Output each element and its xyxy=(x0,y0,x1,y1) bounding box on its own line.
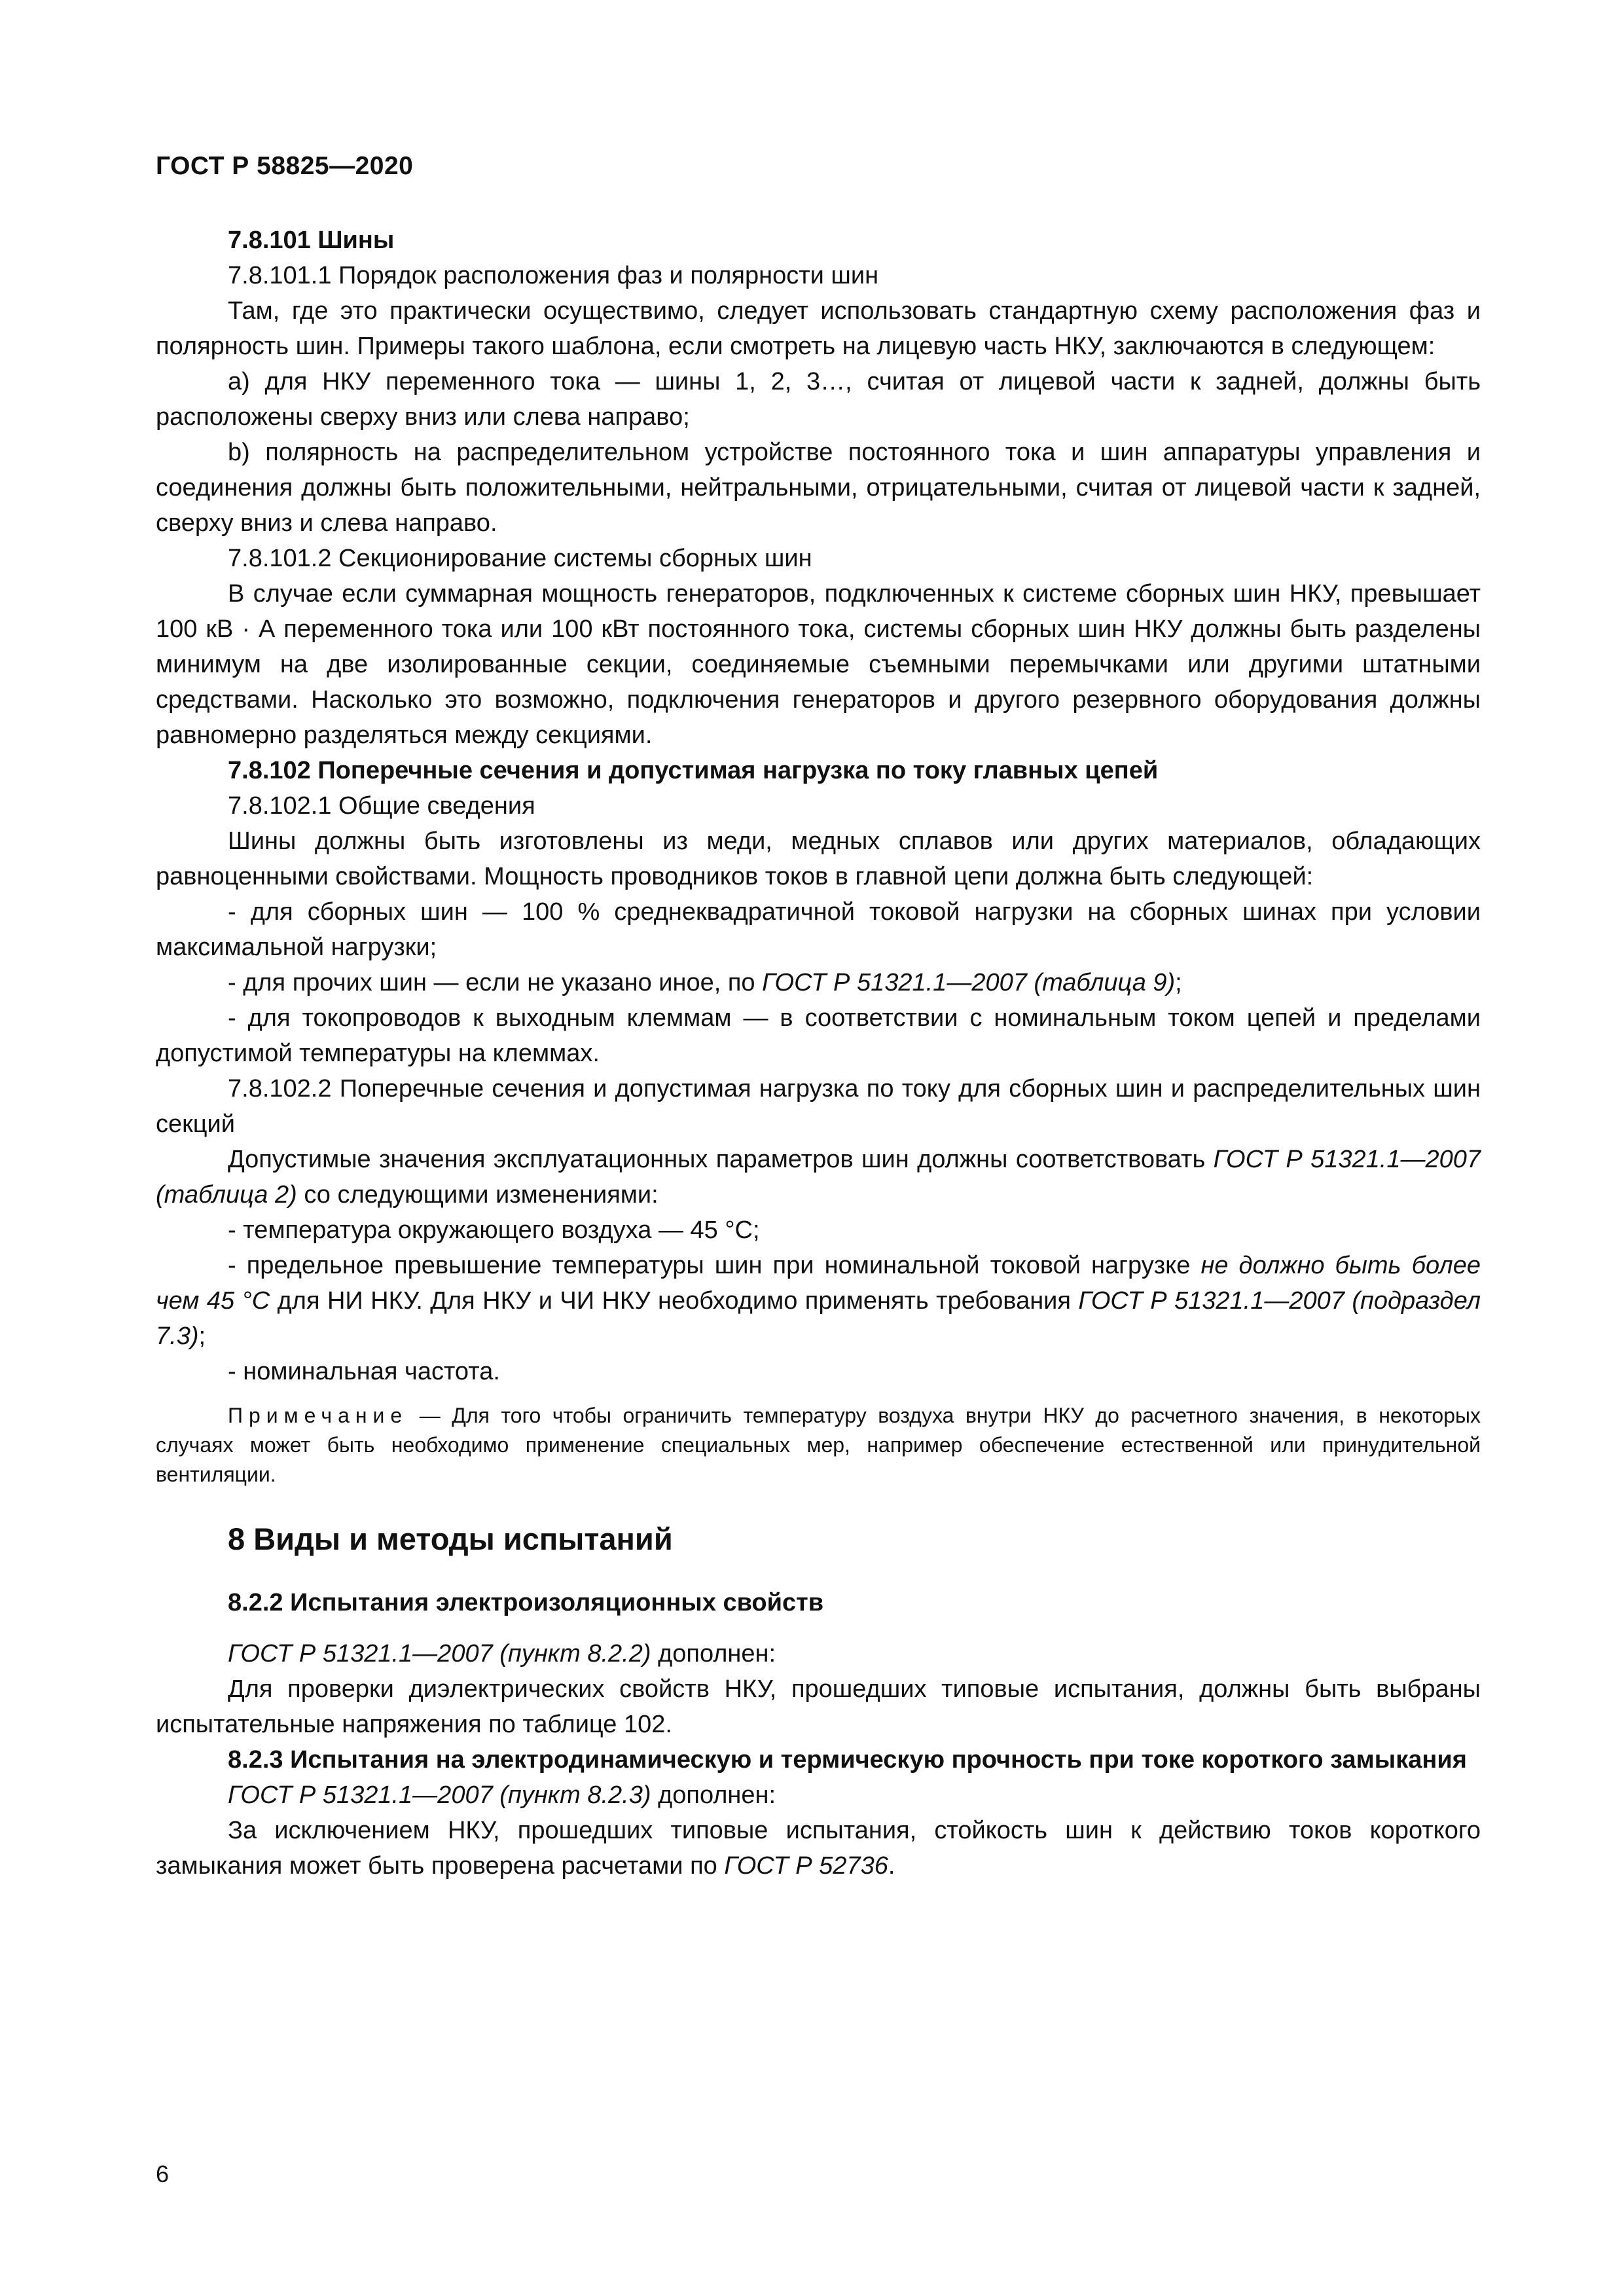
clause-7-8-101-title: 7.8.101 Шины xyxy=(228,227,395,254)
paragraph: Для проверки диэлектрических свойств НКУ, прошедших типовые испытания, должны быть выбраны испытательные напряжения по таблице 102. xyxy=(156,1675,1481,1738)
emphasized-text: не должно быть более чем 45 °С xyxy=(156,1252,1481,1315)
standard-reference: ГОСТ Р 51321.1—2007 (пункт 8.2.3) xyxy=(228,1781,651,1809)
note-text: — Для того чтобы ограничить температуру воздуха внутри НКУ до расчетного значения, в некоторых случаях может быть необходимо применение специальных мер, например обеспечение естественной или принудительной вентиляции. xyxy=(156,1404,1481,1486)
list-item-b: b) полярность на распределительном устройстве постоянного тока и шин аппаратуры управления и соединения должны быть положительными, нейтральными, отрицательными, считая от лицевой части к задней, сверху вниз и слева направо. xyxy=(156,439,1481,537)
clause-7-8-102-2-title: 7.8.102.2 Поперечные сечения и допустимая нагрузка по току для сборных шин и распределительных шин секций xyxy=(156,1075,1481,1138)
standard-reference: ГОСТ Р 52736 xyxy=(724,1852,888,1880)
list-item: - для токопроводов к выходным клеммам — в соответствии с номинальным током цепей и пределами допустимой температуры на клеммах. xyxy=(156,1004,1481,1067)
clause-8-2-3-title: 8.2.3 Испытания на электродинамическую и термическую прочность при токе короткого замыкания xyxy=(228,1746,1467,1774)
list-item-a: a) для НКУ переменного тока — шины 1, 2, 3…, считая от лицевой части к задней, должны быть расположены сверху вниз или слева направо; xyxy=(156,368,1481,431)
note-label: Примечание xyxy=(228,1404,408,1427)
note xyxy=(156,1401,1481,1489)
paragraph: Шины должны быть изготовлены из меди, медных сплавов или других материалов, обладающих равноценными свойствами. Мощность проводников токов в главной цепи должна быть следующей: xyxy=(156,828,1481,890)
list-item: - предельное превышение температуры шин при номинальной токовой нагрузке не должно быть более чем 45 °С для НИ НКУ. Для НКУ и ЧИ НКУ необходимо применять требования ГОСТ Р 51321.1—2007 (подраздел 7.3); xyxy=(156,1252,1481,1350)
list-item: - для сборных шин — 100 % среднеквадратичной токовой нагрузки на сборных шинах при условии максимальной нагрузки; xyxy=(156,898,1481,961)
section-8-title: 8 Виды и методы испытаний xyxy=(228,1522,673,1556)
clause-7-8-102-1-title: 7.8.102.1 Общие сведения xyxy=(228,792,535,820)
clause-7-8-101-1-title: 7.8.101.1 Порядок расположения фаз и полярности шин xyxy=(228,262,879,289)
paragraph: Там, где это практически осуществимо, следует использовать стандартную схему расположения фаз и полярность шин. Примеры такого шаблона, если смотреть на лицевую часть НКУ, заключаются в следующем: xyxy=(156,297,1481,360)
standard-reference: ГОСТ Р 51321.1—2007 (подраздел 7.3) xyxy=(156,1287,1481,1350)
clause-8-2-2-title: 8.2.2 Испытания электроизоляционных свойств xyxy=(228,1589,824,1616)
document-code-header: ГОСТ Р 58825—2020 xyxy=(156,152,414,180)
list-item: - номинальная частота. xyxy=(228,1358,500,1385)
list-item: - температура окружающего воздуха — 45 °С; xyxy=(228,1216,760,1244)
paragraph: За исключением НКУ, прошедших типовые испытания, стойкость шин к действию токов короткого замыкания может быть проверена расчетами по ГОСТ Р 52736. xyxy=(156,1817,1481,1880)
paragraph: ГОСТ Р 51321.1—2007 (пункт 8.2.3) дополнен: xyxy=(228,1781,776,1809)
standard-reference: ГОСТ Р 51321.1—2007 (таблица 9) xyxy=(762,969,1176,996)
standard-reference: ГОСТ Р 51321.1—2007 (таблица 2) xyxy=(156,1146,1481,1209)
paragraph: В случае если суммарная мощность генераторов, подключенных к системе сборных шин НКУ, превышает 100 кВ · А переменного тока или 100 кВт постоянного тока, системы сборных шин НКУ должны быть разделены минимум на две изолированные секции, соединяемые съемными перемычками или другими штатными средствами. Насколько это возможно, подключения генераторов и другого резервного оборудования должны равномерно разделяться между секциями. xyxy=(156,580,1481,749)
paragraph: Допустимые значения эксплуатационных параметров шин должны соответствовать ГОСТ Р 51321.1—2007 (таблица 2) со следующими изменениями: xyxy=(156,1146,1481,1209)
clause-7-8-101-2-title: 7.8.101.2 Секционирование системы сборных шин xyxy=(228,545,812,572)
list-item: - для прочих шин — если не указано иное, по ГОСТ Р 51321.1—2007 (таблица 9); xyxy=(228,969,1182,996)
standard-reference: ГОСТ Р 51321.1—2007 (пункт 8.2.2) xyxy=(228,1640,651,1667)
clause-7-8-102-title: 7.8.102 Поперечные сечения и допустимая нагрузка по току главных цепей xyxy=(228,757,1159,784)
page-number: 6 xyxy=(156,2160,170,2187)
paragraph: ГОСТ Р 51321.1—2007 (пункт 8.2.2) дополнен: xyxy=(228,1640,776,1667)
document-body xyxy=(156,223,1481,1884)
